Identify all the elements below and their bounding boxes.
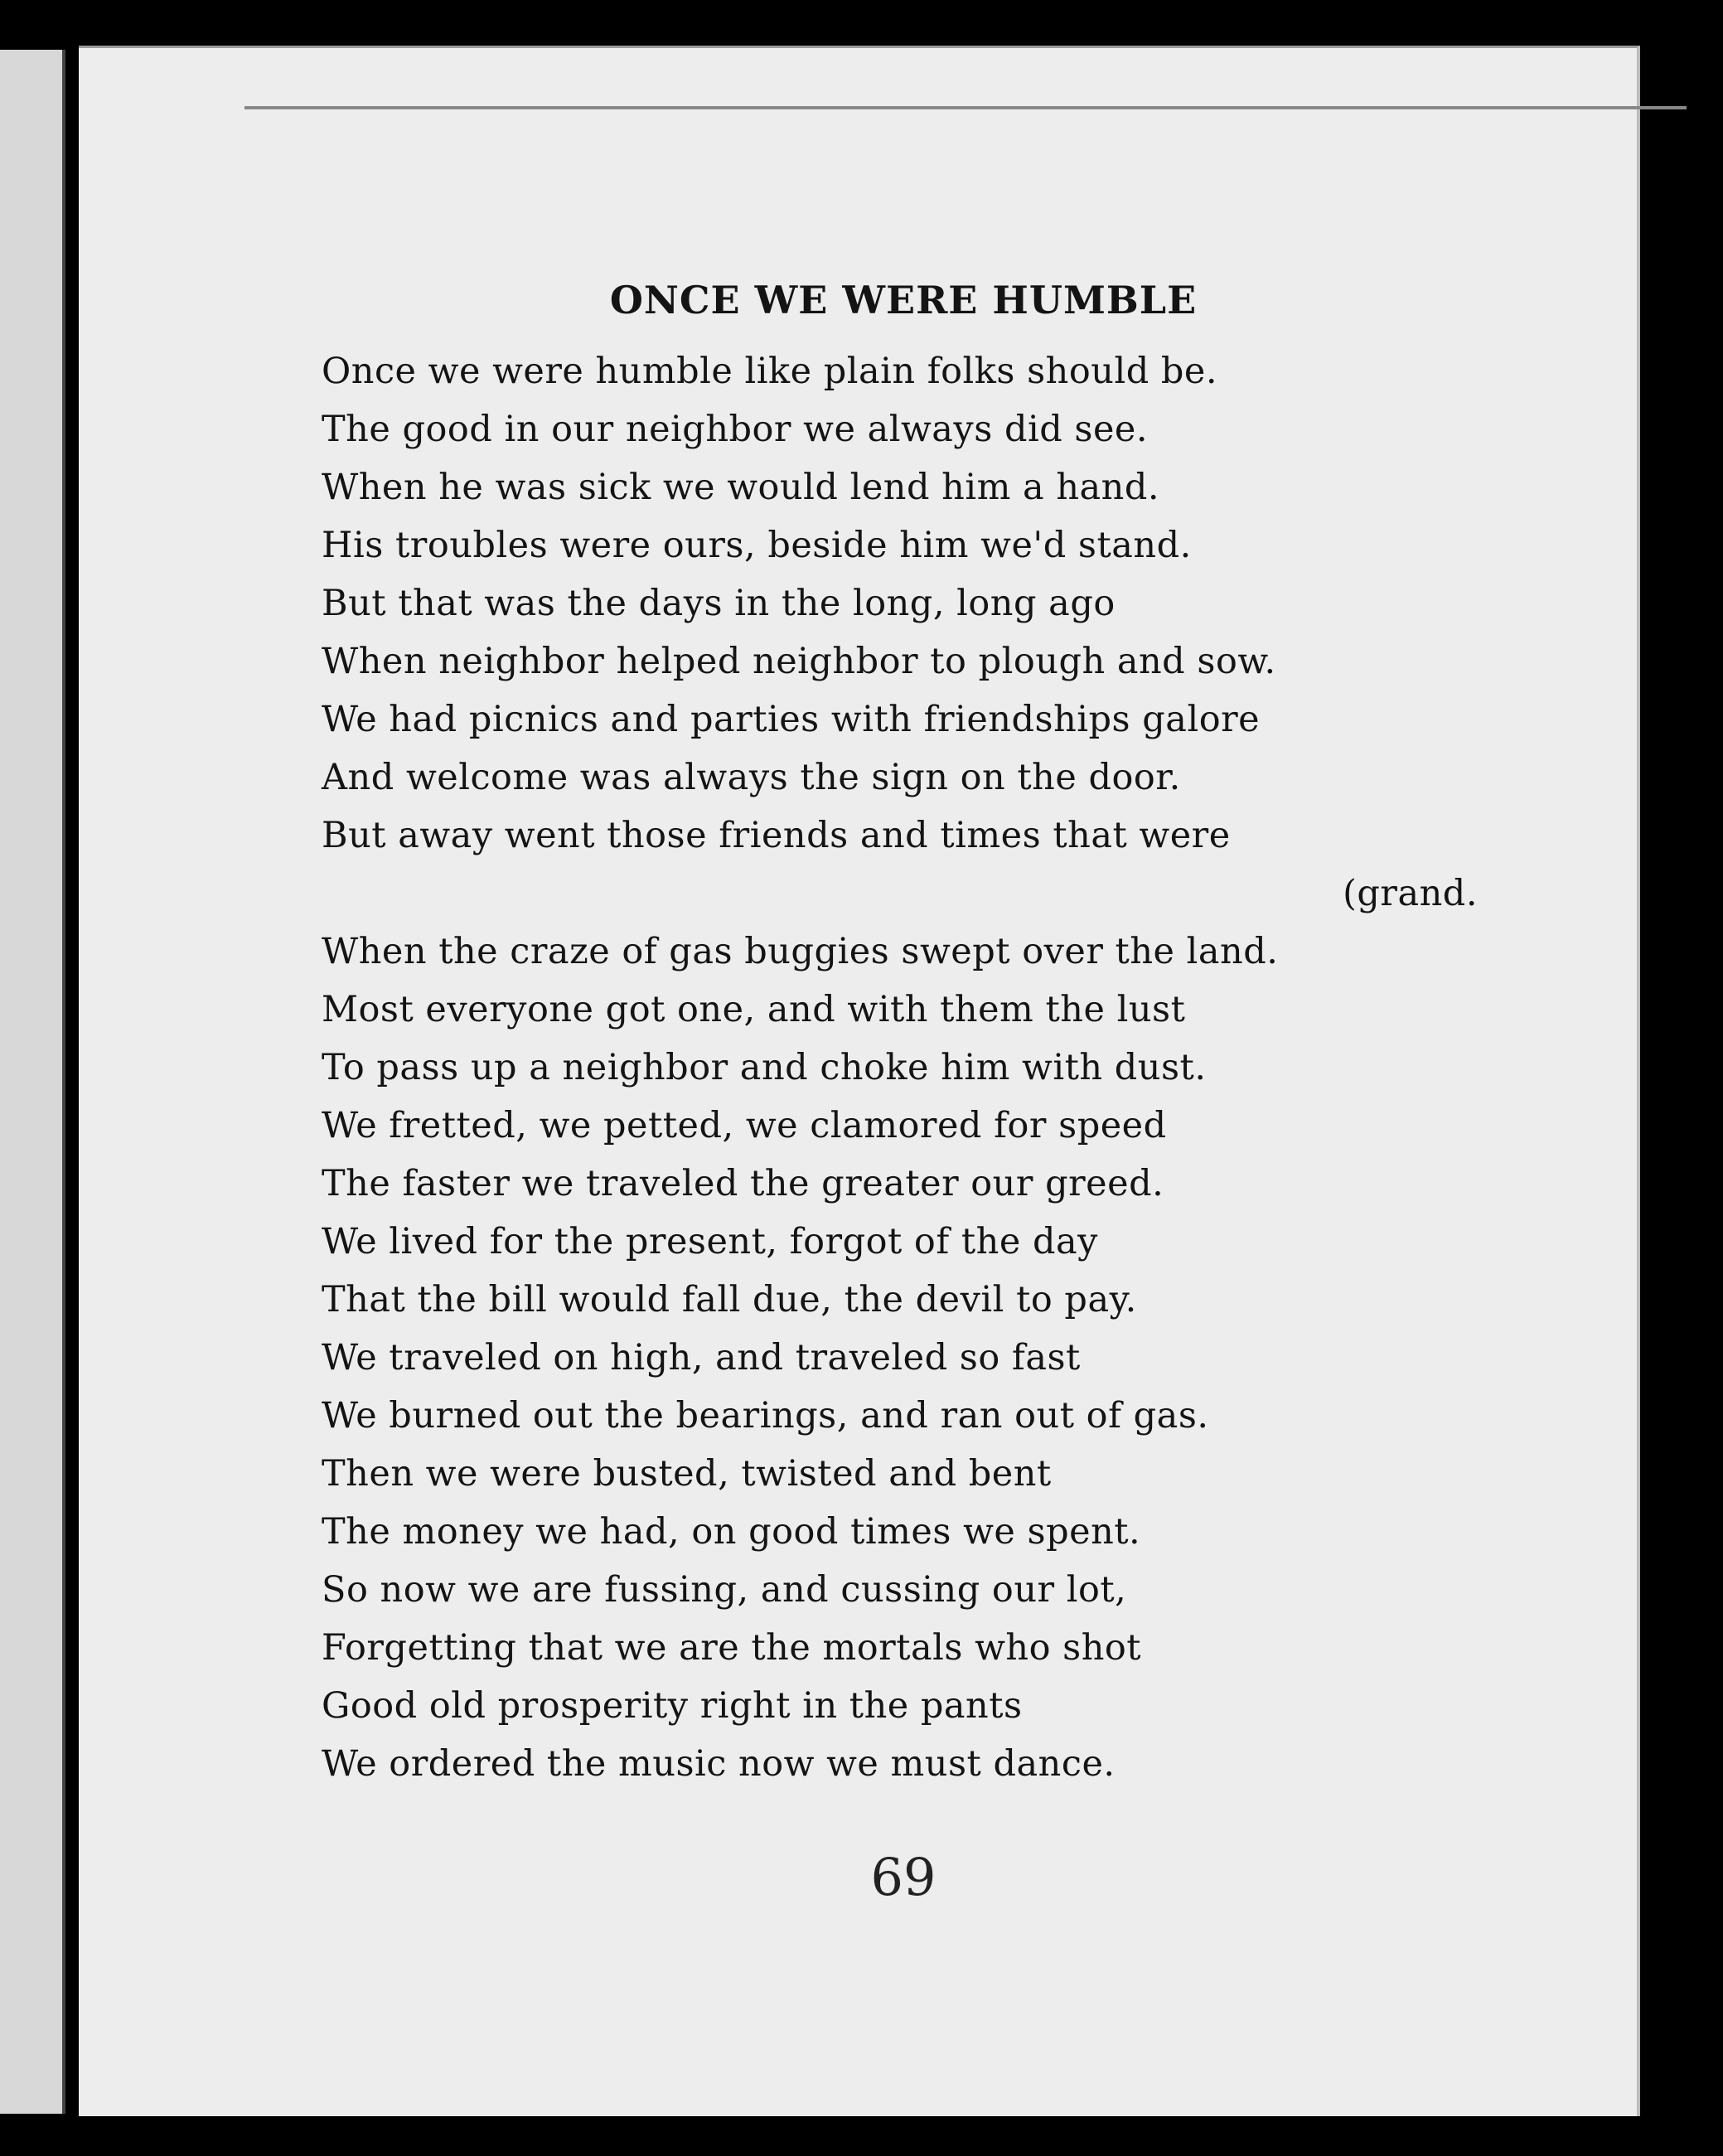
poem-line: So now we are fussing, and cussing our lot,	[322, 1569, 1127, 1611]
facing-page-edge	[0, 50, 65, 2114]
poem-line: We ordered the music now we must dance.	[322, 1743, 1116, 1785]
poem-line: Then we were busted, twisted and bent	[322, 1453, 1052, 1495]
poem-line: Good old prosperity right in the pants	[322, 1685, 1023, 1727]
poem-line: But away went those friends and times that were	[322, 815, 1231, 856]
poem-line: His troubles were ours, beside him we'd stand.	[322, 525, 1192, 566]
poem-line: We lived for the present, forgot of the day	[322, 1221, 1098, 1262]
poem-line: The good in our neighbor we always did see.	[322, 409, 1149, 450]
poem-line: When neighbor helped neighbor to plough and sow.	[322, 641, 1276, 682]
poem-line: But that was the days in the long, long ago	[322, 583, 1116, 624]
poem-line: We traveled on high, and traveled so fast	[322, 1337, 1081, 1378]
poem-lines	[322, 342, 1498, 1793]
poem-line: The faster we traveled the greater our greed.	[322, 1163, 1164, 1204]
poem-title: ONCE WE WERE HUMBLE	[609, 278, 1198, 322]
poem	[79, 48, 1637, 2116]
poem-line: Most everyone got one, and with them the lust	[322, 989, 1186, 1030]
poem-line: We burned out the bearings, and ran out of gas.	[322, 1395, 1209, 1437]
page-number: 69	[870, 1847, 937, 1907]
poem-line: And welcome was always the sign on the door.	[322, 757, 1181, 798]
poem-line: Forgetting that we are the mortals who shot	[322, 1627, 1142, 1669]
poem-line: When the craze of gas buggies swept over the land.	[322, 931, 1279, 972]
poem-line: We fretted, we petted, we clamored for speed	[322, 1105, 1167, 1146]
poem-line: The money we had, on good times we spent.	[322, 1511, 1141, 1553]
poem-line: We had picnics and parties with friendships galore	[322, 699, 1261, 740]
poem-line: To pass up a neighbor and choke him with dust.	[322, 1047, 1207, 1088]
book-page	[79, 46, 1640, 2116]
poem-line-continuation: (grand.	[1343, 873, 1478, 914]
poem-line: Once we were humble like plain folks should be.	[322, 351, 1218, 392]
poem-line: That the bill would fall due, the devil to pay.	[322, 1279, 1137, 1320]
poem-line: When he was sick we would lend him a hand.	[322, 467, 1160, 508]
